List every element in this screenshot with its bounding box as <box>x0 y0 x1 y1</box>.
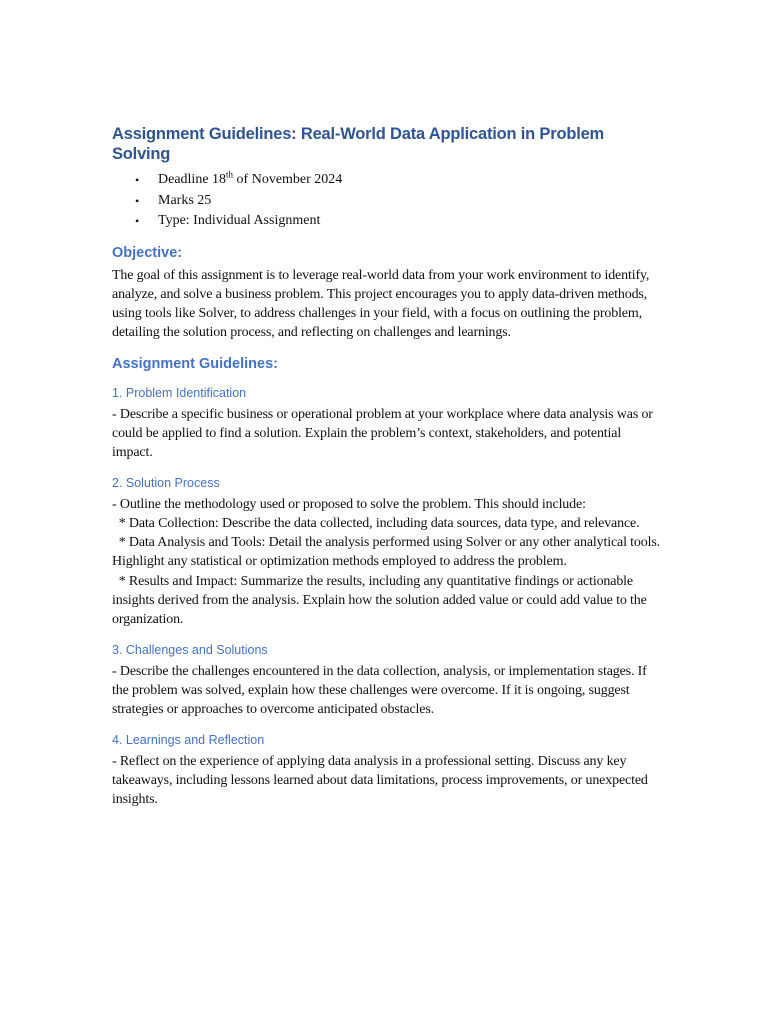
section-challenges-solutions <box>112 642 660 720</box>
type-text: Type: Individual Assignment <box>158 213 321 228</box>
section-solution-process <box>112 475 664 630</box>
document-body <box>112 124 664 821</box>
section-problem-identification <box>112 385 660 463</box>
section-title: 4. Learnings and Reflection <box>112 732 265 747</box>
deadline-item <box>135 169 660 191</box>
section-learnings-reflection <box>112 732 660 810</box>
section-title: 3. Challenges and Solutions <box>112 642 268 657</box>
assignment-meta-list <box>112 170 660 232</box>
bullet-icon: • <box>135 193 140 208</box>
section-title: 1. Problem Identification <box>112 385 247 400</box>
section-text: - Describe the challenges encountered in the data collection, analysis, or implementation stages. If the problem was solved, explain how these challenges were overcome. If it is ongoing, suggest strategies or approaches to overcome anticipated obstacles. <box>112 663 647 718</box>
objective-heading: Objective: <box>112 244 183 261</box>
document-title: Assignment Guidelines: Real-World Data Application in Problem Solving <box>112 125 605 163</box>
data-analysis-item: * Data Analysis and Tools: Detail the analysis performed using Solver or any other analytical tools. Highlight any statistical or optimization methods employed to address the problem. <box>112 535 664 570</box>
results-impact-item: * Results and Impact: Summarize the results, including any quantitative findings or actionable insights derived from the analysis. Explain how the solution added value or could add value to the organization. <box>112 573 651 628</box>
data-collection-item: * Data Collection: Describe the data collected, including data sources, data type, and relevance. <box>112 515 640 531</box>
bullet-icon: • <box>135 173 140 187</box>
type-item <box>135 211 660 232</box>
guidelines-heading: Assignment Guidelines: <box>112 355 278 372</box>
section-title: 2. Solution Process <box>112 475 220 490</box>
section-text: - Describe a specific business or operational problem at your workplace where data analysis was or could be applied to find a solution. Explain the problem’s context, stakeholders, and potential impact. <box>112 406 653 461</box>
deadline-suffix: of November 2024 <box>233 172 343 187</box>
section-intro: - Outline the methodology used or proposed to solve the problem. This should include: <box>112 496 586 512</box>
deadline-ordinal: th <box>226 169 234 180</box>
objective-text: The goal of this assignment is to leverage real-world data from your work environment to identify, analyze, and solve a business problem. This project encourages you to apply data-driven methods, using tools like Solver, to address challenges in your field, with a focus on outlining the problem, detailing the solution process, and reflecting on challenges and learnings. <box>112 267 650 341</box>
section-text: - Reflect on the experience of applying data analysis in a professional setting. Discuss any key takeaways, including lessons learned about data limitations, process improvements, or unexpected insights. <box>112 753 648 808</box>
bullet-icon: • <box>135 214 140 228</box>
marks-text: Marks 25 <box>158 192 212 208</box>
marks-item <box>135 191 660 212</box>
deadline-prefix: Deadline 18 <box>158 172 227 187</box>
